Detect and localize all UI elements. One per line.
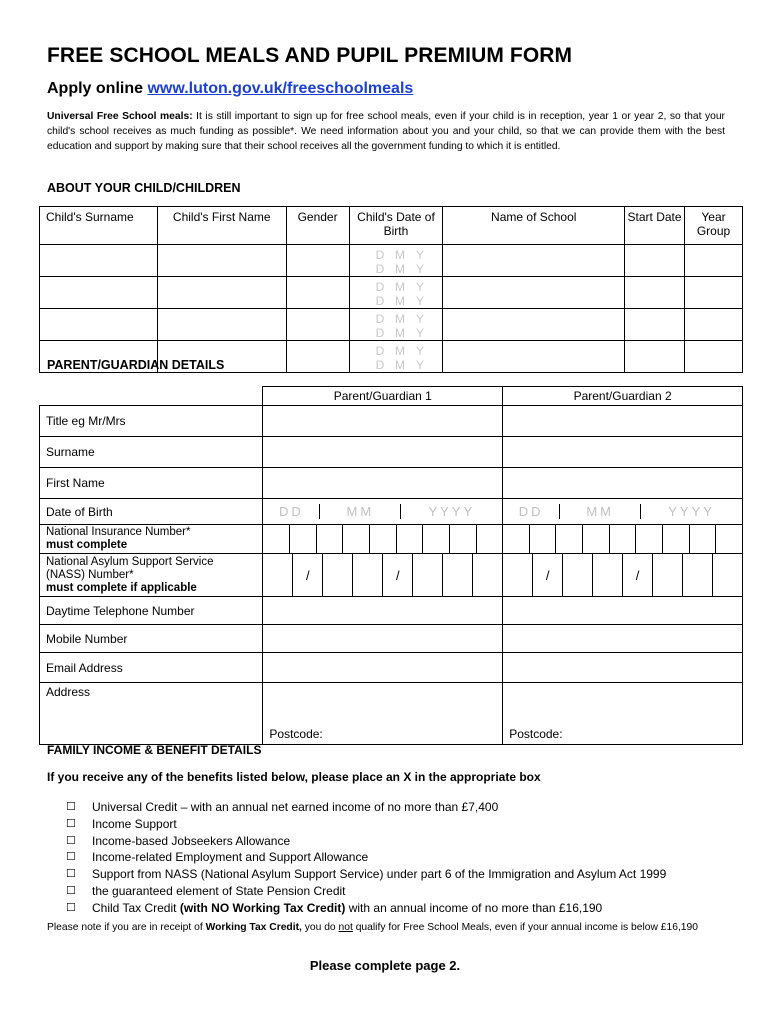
parent2-email-field[interactable] <box>503 653 743 683</box>
parent2-first-name-field[interactable] <box>503 468 743 499</box>
benefit-item: ☐ Income-related Employment and Support Allowance <box>66 850 369 865</box>
col-school: Name of School <box>443 207 625 245</box>
parent1-email-field[interactable] <box>263 653 503 683</box>
child-row <box>40 277 743 309</box>
child-gender-cell[interactable] <box>286 309 349 341</box>
parent2-postcode-label: Postcode: <box>509 727 563 741</box>
col-gender: Gender <box>286 207 349 245</box>
benefit-item: ☐ the guaranteed element of State Pension Credit <box>66 883 346 898</box>
apply-online-line <box>47 80 413 98</box>
child-gender-cell[interactable] <box>286 245 349 277</box>
parent1-mobile-field[interactable] <box>263 625 503 653</box>
benefit-item: ☐ Universal Credit – with an annual net earned income of no more than £7,400 <box>66 800 499 814</box>
row-title <box>40 406 743 437</box>
col-surname: Child's Surname <box>40 207 158 245</box>
child-gender-cell[interactable] <box>286 341 349 373</box>
benefits-list <box>66 799 666 917</box>
col-dob: Child's Date of Birth <box>349 207 443 245</box>
child-school-cell[interactable] <box>443 245 625 277</box>
row-nass-number <box>40 554 743 597</box>
row-ni-number <box>40 525 743 554</box>
child-dob-cell[interactable]: D M Y D M Y <box>349 341 443 373</box>
intro-text: It is still important to sign up for free school meals, even if your child is in reception, year 1 or year 2, so that your child's school receives as much funding as possible*. We need information about you and your child, so that we can provide them with the best education and support by making sure that their school receives all the government funding to which it is entitled. <box>47 111 725 152</box>
benefit-checkbox[interactable]: ☐ <box>66 817 76 830</box>
label-title: Title eg Mr/Mrs <box>40 406 263 437</box>
income-instruction: If you receive any of the benefits listed below, please place an X in the appropriate box <box>47 770 541 784</box>
child-row <box>40 309 743 341</box>
parent1-address-field[interactable] <box>263 683 503 745</box>
income-heading: FAMILY INCOME & BENEFIT DETAILS <box>47 743 262 757</box>
label-surname: Surname <box>40 437 263 468</box>
parent1-daytime-phone-field[interactable] <box>263 597 503 625</box>
label-ni: National Insurance Number* must complete <box>40 525 263 554</box>
parent1-first-name-field[interactable] <box>263 468 503 499</box>
label-first-name: First Name <box>40 468 263 499</box>
parent2-address-field[interactable] <box>503 683 743 745</box>
child-start-cell[interactable] <box>625 277 685 309</box>
label-mobile: Mobile Number <box>40 625 263 653</box>
row-surname <box>40 437 743 468</box>
child-first-name-cell[interactable] <box>157 245 286 277</box>
child-surname-cell[interactable] <box>40 309 158 341</box>
child-gender-cell[interactable] <box>286 277 349 309</box>
child-surname-cell[interactable] <box>40 245 158 277</box>
benefit-checkbox[interactable]: ☐ <box>66 868 76 881</box>
intro-paragraph <box>47 109 725 154</box>
benefit-checkbox[interactable]: ☐ <box>66 884 76 897</box>
footer-instruction: Please complete page 2. <box>309 958 461 973</box>
child-dob-cell[interactable]: D M Y D M Y <box>349 277 443 309</box>
child-year-cell[interactable] <box>685 277 743 309</box>
working-tax-note: Please note if you are in receipt of Working Tax Credit, you do not qualify for Free School Meals, even if your annual income is below £16,190 <box>47 922 698 933</box>
label-email: Email Address <box>40 653 263 683</box>
benefit-item: ☐ Income Support <box>66 816 177 831</box>
children-header-row <box>40 207 743 245</box>
parents-table <box>39 386 743 745</box>
label-daytime-phone: Daytime Telephone Number <box>40 597 263 625</box>
child-dob-cell[interactable]: D M Y D M Y <box>349 309 443 341</box>
child-year-cell[interactable] <box>685 245 743 277</box>
parent2-ni-boxes[interactable] <box>503 525 743 554</box>
label-nass: National Asylum Support Service (NASS) Number* must complete if applicable <box>40 554 263 597</box>
parent2-daytime-phone-field[interactable] <box>503 597 743 625</box>
parent2-header: Parent/Guardian 2 <box>503 387 743 406</box>
label-address: Address <box>40 683 263 745</box>
parent1-ni-boxes[interactable] <box>263 525 503 554</box>
benefit-checkbox[interactable]: ☐ <box>66 851 76 864</box>
row-daytime-phone <box>40 597 743 625</box>
child-start-cell[interactable] <box>625 341 685 373</box>
apply-online-link[interactable]: www.luton.gov.uk/freeschoolmeals <box>147 80 414 97</box>
child-school-cell[interactable] <box>443 341 625 373</box>
child-year-cell[interactable] <box>685 309 743 341</box>
child-start-cell[interactable] <box>625 245 685 277</box>
child-surname-cell[interactable] <box>40 277 158 309</box>
child-row <box>40 245 743 277</box>
child-school-cell[interactable] <box>443 309 625 341</box>
benefit-checkbox[interactable]: ☐ <box>66 901 76 914</box>
parent1-nass-boxes[interactable]: / / <box>263 554 503 597</box>
benefit-checkbox[interactable]: ☐ <box>66 834 76 847</box>
col-start-date: Start Date <box>625 207 685 245</box>
benefit-item: ☐ Child Tax Credit (with NO Working Tax Credit) with an annual income of no more than £16,190 <box>66 900 603 915</box>
parent1-surname-field[interactable] <box>263 437 503 468</box>
row-first-name <box>40 468 743 499</box>
parent2-nass-boxes[interactable]: / / <box>503 554 743 597</box>
child-dob-cell[interactable]: D M Y D M Y <box>349 245 443 277</box>
child-year-cell[interactable] <box>685 341 743 373</box>
row-address <box>40 683 743 745</box>
form-title: FREE SCHOOL MEALS AND PUPIL PREMIUM FORM <box>47 44 573 67</box>
children-table <box>39 206 743 373</box>
child-first-name-cell[interactable] <box>157 277 286 309</box>
benefit-item: ☐ Income-based Jobseekers Allowance <box>66 833 291 848</box>
parent1-title-field[interactable] <box>263 406 503 437</box>
child-school-cell[interactable] <box>443 277 625 309</box>
row-email <box>40 653 743 683</box>
col-first-name: Child's First Name <box>157 207 286 245</box>
parent2-surname-field[interactable] <box>503 437 743 468</box>
col-year-group: Year Group <box>685 207 743 245</box>
children-heading: ABOUT YOUR CHILD/CHILDREN <box>47 181 241 195</box>
parent2-dob-field[interactable]: DD MM YYYY <box>503 499 743 525</box>
intro-bold: Universal Free School meals: <box>47 111 193 122</box>
row-dob <box>40 499 743 525</box>
parents-header-row <box>40 387 743 406</box>
benefit-checkbox[interactable]: ☐ <box>66 801 76 813</box>
parent1-postcode-label: Postcode: <box>269 727 323 741</box>
child-start-cell[interactable] <box>625 309 685 341</box>
parent1-dob-field[interactable]: DD MM YYYY <box>263 499 503 525</box>
benefit-item: ☐ Support from NASS (National Asylum Support Service) under part 6 of the Immigration and Asylum Act 1999 <box>66 867 667 882</box>
child-first-name-cell[interactable] <box>157 309 286 341</box>
parent2-title-field[interactable] <box>503 406 743 437</box>
parent1-header: Parent/Guardian 1 <box>263 387 503 406</box>
parents-heading: PARENT/GUARDIAN DETAILS <box>47 358 225 372</box>
apply-prefix: Apply online <box>47 80 148 97</box>
label-dob: Date of Birth <box>40 499 263 525</box>
row-mobile <box>40 625 743 653</box>
parent2-mobile-field[interactable] <box>503 625 743 653</box>
